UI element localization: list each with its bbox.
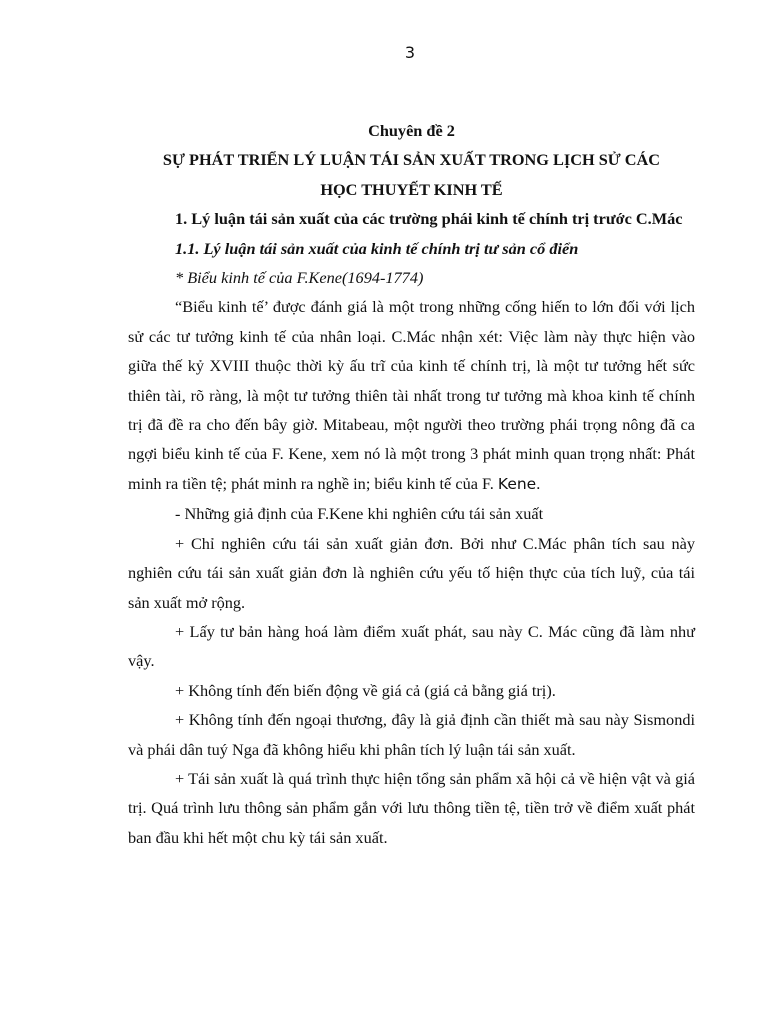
- assumption-no-price-change: + Không tính đến biến động về giá cả (giá cả bằng giá trị).: [175, 680, 556, 700]
- page-number: 3: [404, 43, 416, 62]
- topic-heading: Chuyên đề 2: [368, 121, 455, 140]
- assumption-no-foreign-trade: + Không tính đến ngoại thương, đây là giả định cần thiết mà sau này Sismondi và phái dân tuý Nga đã không hiểu khi phân tích lý luận tái sản xuất.: [128, 710, 695, 759]
- subsection-heading: 1.1. Lý luận tái sản xuất của kinh tế chính trị tư sản cổ điển: [175, 238, 579, 258]
- paragraph-intro: [128, 292, 695, 499]
- kene-name: Kene: [497, 474, 537, 493]
- assumption-simple-reproduction: + Chỉ nghiên cứu tái sản xuất giản đơn. Bởi như C.Mác phân tích sau này nghiên cứu tái sản xuất giản đơn là nghiên cứu yếu tố hiện thực của tích luỹ, của tái sản xuất mở rộng.: [128, 533, 695, 612]
- assumptions-heading: - Những giả định của F.Kene khi nghiên cứu tái sản xuất: [175, 504, 544, 524]
- document-body: [128, 116, 695, 852]
- chapter-title-line-2: HỌC THUYẾT KINH TẾ: [320, 179, 503, 199]
- paragraph-intro-text: “Biểu kinh tế’ được đánh giá là một trong những cống hiến to lớn đối với lịch sử các tư tưởng kinh tế của nhân loại. C.Mác nhận xét: Việc làm này thực hiện vào giữa thế kỷ XVIII thuộc thời kỳ ấu trĩ của kinh tế chính trị, là một tư tưởng hết sức thiên tài, rõ ràng, là một tư tưởng thiên tài nhất trong tư tưởng mà khoa kinh tế chính trị đã đề ra cho đến bây giờ. Mitabeau, một người theo trường phái trọng nông đã ca ngợi biểu kinh tế của F. Kene, xem nó là một trong 3 phát minh quan trọng nhất: Phát minh ra tiền tệ; phát minh ra nghề in; biểu kinh tế của F.: [128, 297, 695, 493]
- assumption-commodity-capital: + Lấy tư bản hàng hoá làm điểm xuất phát, sau này C. Mác cũng đã làm như vậy.: [128, 621, 695, 671]
- chapter-title-line-1: SỰ PHÁT TRIỂN LÝ LUẬN TÁI SẢN XUẤT TRONG LỊCH SỬ CÁC: [162, 150, 661, 170]
- paragraph-intro-end: .: [536, 473, 541, 493]
- subsection-item: * Biểu kinh tế của F.Kene(1694-1774): [175, 268, 424, 288]
- assumption-realization: + Tái sản xuất là quá trình thực hiện tổng sản phẩm xã hội cả về hiện vật và giá trị. Quá trình lưu thông sản phẩm gắn với lưu thông tiền tệ, tiền trở về điểm xuất phát ban đầu khi hết một chu kỳ tái sản xuất.: [128, 768, 695, 847]
- section-heading: 1. Lý luận tái sản xuất của các trường phái kinh tế chính trị trước C.Mác: [175, 209, 683, 229]
